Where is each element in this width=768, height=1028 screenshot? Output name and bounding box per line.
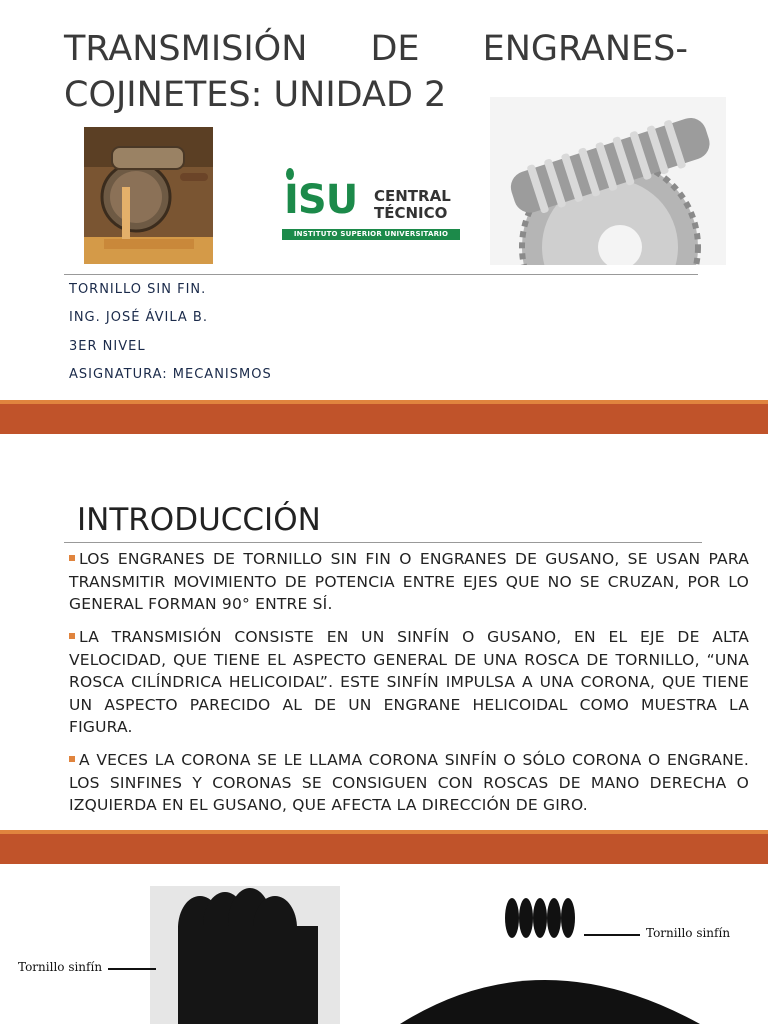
title-slide [0, 0, 768, 400]
arrow-right [584, 934, 640, 936]
label-worm-left: Tornillo sinfín [18, 960, 103, 974]
slide-separator-band [0, 830, 768, 864]
worm-gear-photo [84, 127, 213, 264]
paragraph [69, 749, 749, 817]
subtitle-level: 3ER NIVEL [69, 339, 146, 354]
logo-isu-text: ISU [284, 177, 358, 223]
logo-tecnico: TÉCNICO [374, 204, 448, 222]
intro-slide [0, 436, 768, 828]
paragraph [69, 548, 749, 616]
logo-band: INSTITUTO SUPERIOR UNIVERSITARIO [282, 229, 460, 240]
worm-gear-render [490, 97, 726, 265]
arrow-left [108, 968, 156, 970]
bullet-icon [69, 555, 75, 561]
paragraph-text: A VECES LA CORONA SE LE LLAMA CORONA SINFÍN O SÓLO CORONA O ENGRANE. LOS SINFINES Y CORONAS SE CONSIGUEN CON ROSCAS DE MANO DERECHA O IZQUIERDA EN EL GUSANO, QUE AFECTA LA DIRECCIÓN DE GIRO. [69, 751, 749, 814]
slide-separator-band [0, 400, 768, 434]
divider [64, 542, 702, 543]
figure-slide [0, 866, 768, 1024]
bullet-icon [69, 756, 75, 762]
logo-central-tecnico [374, 188, 451, 222]
subtitle-subject: ASIGNATURA: MECANISMOS [69, 367, 272, 382]
paragraph-text: LOS ENGRANES DE TORNILLO SIN FIN O ENGRANES DE GUSANO, SE USAN PARA TRANSMITIR MOVIMIENTO DE POTENCIA ENTRE EJES QUE NO SE CRUZAN, POR LO GENERAL FORMAN 90° ENTRE SÍ. [69, 550, 749, 613]
divider [64, 274, 698, 275]
bullet-icon [69, 633, 75, 639]
label-worm-right: Tornillo sinfín [646, 926, 731, 940]
worm-gear-figure [0, 866, 768, 1024]
paragraph [69, 626, 749, 739]
isu-logo [282, 166, 460, 240]
subtitle-topic: TORNILLO SIN FIN. [69, 282, 207, 297]
intro-title: INTRODUCCIÓN [77, 502, 321, 538]
subtitle-author: ING. JOSÉ ÁVILA B. [69, 310, 208, 325]
paragraph-text: LA TRANSMISIÓN CONSISTE EN UN SINFÍN O GUSANO, EN EL EJE DE ALTA VELOCIDAD, QUE TIENE EL ASPECTO GENERAL DE UNA ROSCA DE TORNILLO, “UNA ROSCA CILÍNDRICA HELICOIDAL”. ESTE SINFÍN IMPULSA A UNA CORONA, QUE TIENE UN ASPECTO PARECIDO AL DE UN ENGRANE HELICOIDAL COMO MUESTRA LA FIGURA. [69, 628, 749, 736]
logo-central: CENTRAL [374, 187, 451, 205]
slide-title: TRANSMISIÓN DE ENGRANES-COJINETES: UNIDAD 2 [64, 29, 688, 115]
